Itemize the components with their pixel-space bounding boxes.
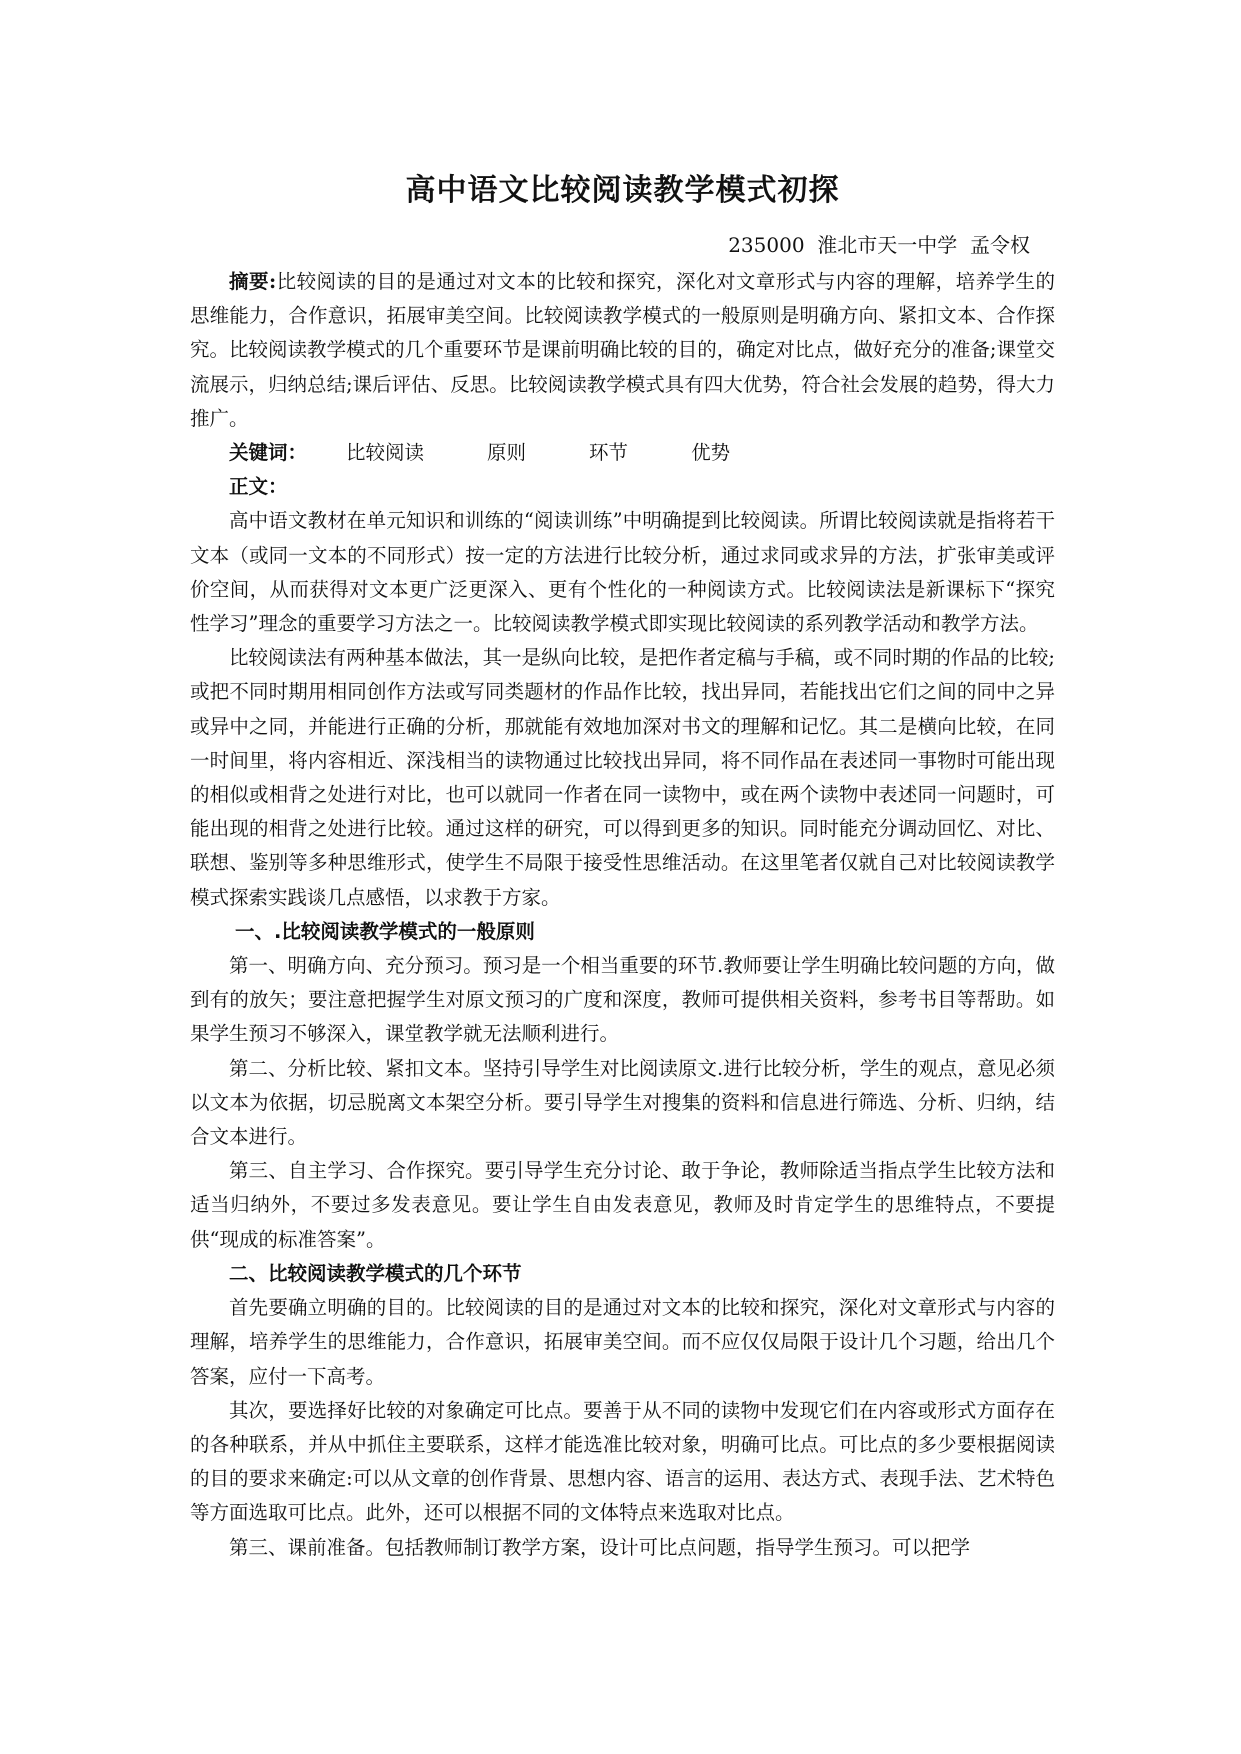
keyword-item: 原则 xyxy=(487,441,527,465)
section-heading: 二、比较阅读教学模式的几个环节 xyxy=(229,1261,522,1285)
body-paragraph: 第三、课前准备。包括教师制订教学方案，设计可比点问题，指导学生预习。可以把学 xyxy=(229,1535,971,1559)
document-page xyxy=(190,165,1055,1565)
school-name: 淮北市天一中学 xyxy=(817,233,958,257)
document-title: 高中语文比较阅读教学模式初探 xyxy=(405,173,840,208)
keywords-label: 关键词： xyxy=(229,441,308,465)
body-paragraph: 第二、分析比较、紧扣文本。坚持引导学生对比阅读原文.进行比较分析，学生的观点，意见必须以文本为依据，切忌脱离文本架空分析。要引导学生对搜集的资料和信息进行筛选、分析、归纳，结合文本进行。 xyxy=(190,1056,1055,1149)
abstract-label: 摘要: xyxy=(229,270,277,293)
body-label-line xyxy=(190,470,1055,504)
body-paragraph: 第三、自主学习、合作探究。要引导学生充分讨论、敢于争论，教师除适当指点学生比较方法和适当归纳外，不要过多发表意见。要让学生自由发表意见，教师及时肯定学生的思维特点，不要提供“现成的标准答案”。 xyxy=(190,1159,1055,1251)
author-name: 孟令权 xyxy=(970,233,1030,257)
keyword-item: 比较阅读 xyxy=(346,441,425,465)
abstract-paragraph xyxy=(190,265,1055,436)
body-paragraph: 第一、明确方向、充分预习。预习是一个相当重要的环节.教师要让学生明确比较问题的方向，做到有的放矢；要注意把握学生对原文预习的广度和深度，教师可提供相关资料，参考书目等帮助。如果学生预习不够深入，课堂教学就无法顺利进行。 xyxy=(190,954,1055,1046)
body-label: 正文： xyxy=(229,475,288,499)
keyword-item: 优势 xyxy=(691,441,731,465)
body-paragraph: 比较阅读法有两种基本做法，其一是纵向比较，是把作者定稿与手稿，或不同时期的作品的比较;或把不同时期用相同创作方法或写同类题材的作品作比较，找出异同，若能找出它们之间的同中之异或异中之同，并能进行正确的分析，那就能有效地加深对书文的理解和记忆。其二是横向比较，在同一时间里，将内容相近、深浅相当的读物通过比较找出异同，将不同作品在表述同一事物时可能出现的相似或相背之处进行对比，也可以就同一作者在同一读物中，或在两个读物中表述同一问题时，可能出现的相背之处进行比较。通过这样的研究，可以得到更多的知识。同时能充分调动回忆、对比、联想、鉴别等多种思维形式，使学生不局限于接受性思维活动。在这里笔者仅就自己对比较阅读教学模式探索实践谈几点感悟，以求教于方家。 xyxy=(190,646,1055,909)
section-heading: 一、.比较阅读教学模式的一般原则 xyxy=(235,919,535,943)
abstract-text: 比较阅读的目的是通过对文本的比较和探究，深化对文章形式与内容的理解，培养学生的思维能力，合作意识，拓展审美空间。比较阅读教学模式的一般原则是明确方向、紧扣文本、合作探究。比较阅读教学模式的几个重要环节是课前明确比较的目的，确定对比点，做好充分的准备;课堂交流展示，归纳总结;课后评估、反思。比较阅读教学模式具有四大优势，符合社会发展的趋势，得大力推广。 xyxy=(190,270,1055,430)
body-paragraph: 其次，要选择好比较的对象确定可比点。要善于从不同的读物中发现它们在内容或形式方面存在的各种联系，并从中抓住主要联系，这样才能选准比较对象，明确可比点。可比点的多少要根据阅读的目的要求来确定:可以从文章的创作背景、思想内容、语言的运用、表达方式、表现手法、艺术特色等方面选取可比点。此外，还可以根据不同的文体特点来选取对比点。 xyxy=(190,1398,1055,1525)
body-paragraph: 高中语文教材在单元知识和训练的“阅读训练”中明确提到比较阅读。所谓比较阅读就是指将若干文本（或同一文本的不同形式）按一定的方法进行比较分析，通过求同或求异的方法，扩张审美或评价空间，从而获得对文本更广泛更深入、更有个性化的一种阅读方式。比较阅读法是新课标下“探究性学习”理念的重要学习方法之一。比较阅读教学模式即实现比较阅读的系列教学活动和教学方法。 xyxy=(190,509,1055,636)
keywords-line xyxy=(190,436,1055,470)
keyword-item: 环节 xyxy=(589,441,629,465)
body-paragraph: 首先要确立明确的目的。比较阅读的目的是通过对文本的比较和探究，深化对文章形式与内容的理解，培养学生的思维能力，合作意识，拓展审美空间。而不应仅仅局限于设计几个习题，给出几个答案，应付一下高考。 xyxy=(190,1296,1055,1388)
postcode: 235000 xyxy=(728,233,805,257)
author-byline xyxy=(190,229,1030,261)
